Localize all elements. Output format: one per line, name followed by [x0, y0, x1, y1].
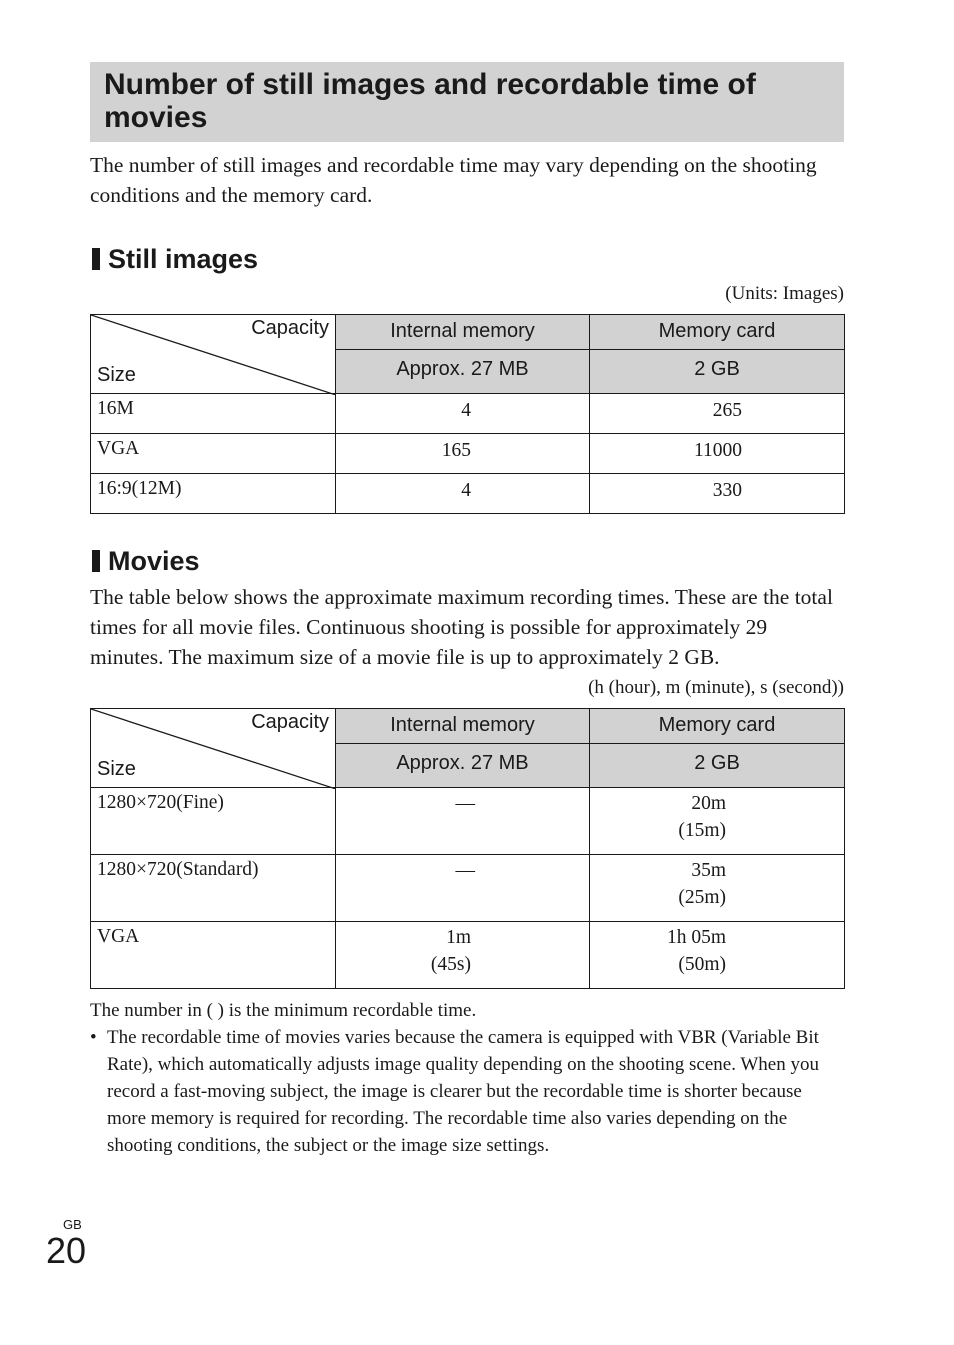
movies-units: (h (hour), m (minute), s (second)): [588, 677, 844, 698]
internal-memory-header: Internal memory: [336, 315, 590, 350]
language-code: GB: [63, 1217, 82, 1232]
capacity-label: Capacity: [251, 317, 329, 339]
row-internal-value: [336, 922, 590, 989]
page-number-block: [46, 1218, 86, 1270]
still-images-heading-text: Still images: [108, 244, 259, 274]
table-row: [91, 922, 845, 989]
section-marker-icon: [92, 248, 100, 270]
table-row: [91, 394, 845, 434]
row-size: VGA: [91, 434, 336, 474]
row-internal-value: [336, 855, 590, 922]
row-size: 16M: [91, 394, 336, 434]
still-images-table: [90, 314, 845, 514]
card-capacity-header: 2 GB: [590, 744, 845, 788]
internal-max-time: —: [455, 793, 475, 814]
row-card-value: 11000: [590, 434, 845, 474]
movies-table: [90, 708, 845, 989]
card-max-time: 35m: [691, 860, 726, 881]
row-size: 16:9(12M): [91, 474, 336, 514]
capacity-label: Capacity: [251, 711, 329, 733]
internal-capacity-header: Approx. 27 MB: [336, 744, 590, 788]
page-number: 20: [46, 1230, 87, 1271]
row-card-value: [590, 788, 845, 855]
table-row: [91, 434, 845, 474]
table-row: [91, 855, 845, 922]
internal-memory-header: Internal memory: [336, 709, 590, 744]
card-max-time: 20m: [691, 793, 726, 814]
capacity-size-header: [91, 709, 336, 788]
internal-min-time: (45s): [430, 954, 471, 975]
row-internal-value: 4: [336, 394, 590, 434]
capacity-size-header: [91, 315, 336, 394]
row-card-value: [590, 922, 845, 989]
row-internal-value: 165: [336, 434, 590, 474]
movies-description: The table below shows the approximate maximum recording times. These are the total times for all movie files. Continuous shooting is possible for approximately 29 minutes. The maximum size of a movie file is up to approximately 2 GB.: [90, 585, 833, 669]
intro-text: The number of still images and recordable time may vary depending on the shooting conditions and the memory card.: [90, 153, 817, 207]
still-images-heading: [90, 244, 844, 274]
internal-max-time: —: [455, 860, 475, 881]
table-row: [91, 474, 845, 514]
card-min-time: (50m): [678, 954, 726, 975]
row-card-value: 330: [590, 474, 845, 514]
page-title: Number of still images and recordable time of movies: [90, 62, 844, 142]
row-size: VGA: [91, 922, 336, 989]
row-size: 1280×720(Fine): [91, 788, 336, 855]
card-min-time: (25m): [678, 887, 726, 908]
size-label: Size: [97, 364, 136, 386]
still-units: (Units: Images): [725, 283, 844, 304]
internal-max-time: 1m: [446, 927, 471, 948]
section-marker-icon: [92, 550, 100, 572]
memory-card-header: Memory card: [590, 709, 845, 744]
internal-capacity-header: Approx. 27 MB: [336, 350, 590, 394]
table-row: [91, 788, 845, 855]
card-max-time: 1h 05m: [666, 927, 726, 948]
footnote: The number in ( ) is the minimum recordable time.: [90, 1000, 477, 1021]
movies-heading-text: Movies: [108, 546, 200, 576]
manual-page: [90, 62, 844, 1159]
bullet-note: [90, 1024, 844, 1159]
bullet-icon: •: [90, 1027, 97, 1048]
row-card-value: 265: [590, 394, 845, 434]
movies-heading: [90, 546, 844, 576]
bullet-text: The recordable time of movies varies because the camera is equipped with VBR (Variable Bit Rate), which automatically adjusts image quality depending on the shooting scene. When you record a fast-moving subject, the image is clearer but the recordable time is shorter because more memory is required for recording. The recordable time also varies depending on the shooting conditions, the subject or the image size settings.: [107, 1027, 819, 1156]
card-capacity-header: 2 GB: [590, 350, 845, 394]
row-internal-value: 4: [336, 474, 590, 514]
row-card-value: [590, 855, 845, 922]
size-label: Size: [97, 758, 136, 780]
row-size: 1280×720(Standard): [91, 855, 336, 922]
card-min-time: (15m): [678, 820, 726, 841]
memory-card-header: Memory card: [590, 315, 845, 350]
row-internal-value: [336, 788, 590, 855]
